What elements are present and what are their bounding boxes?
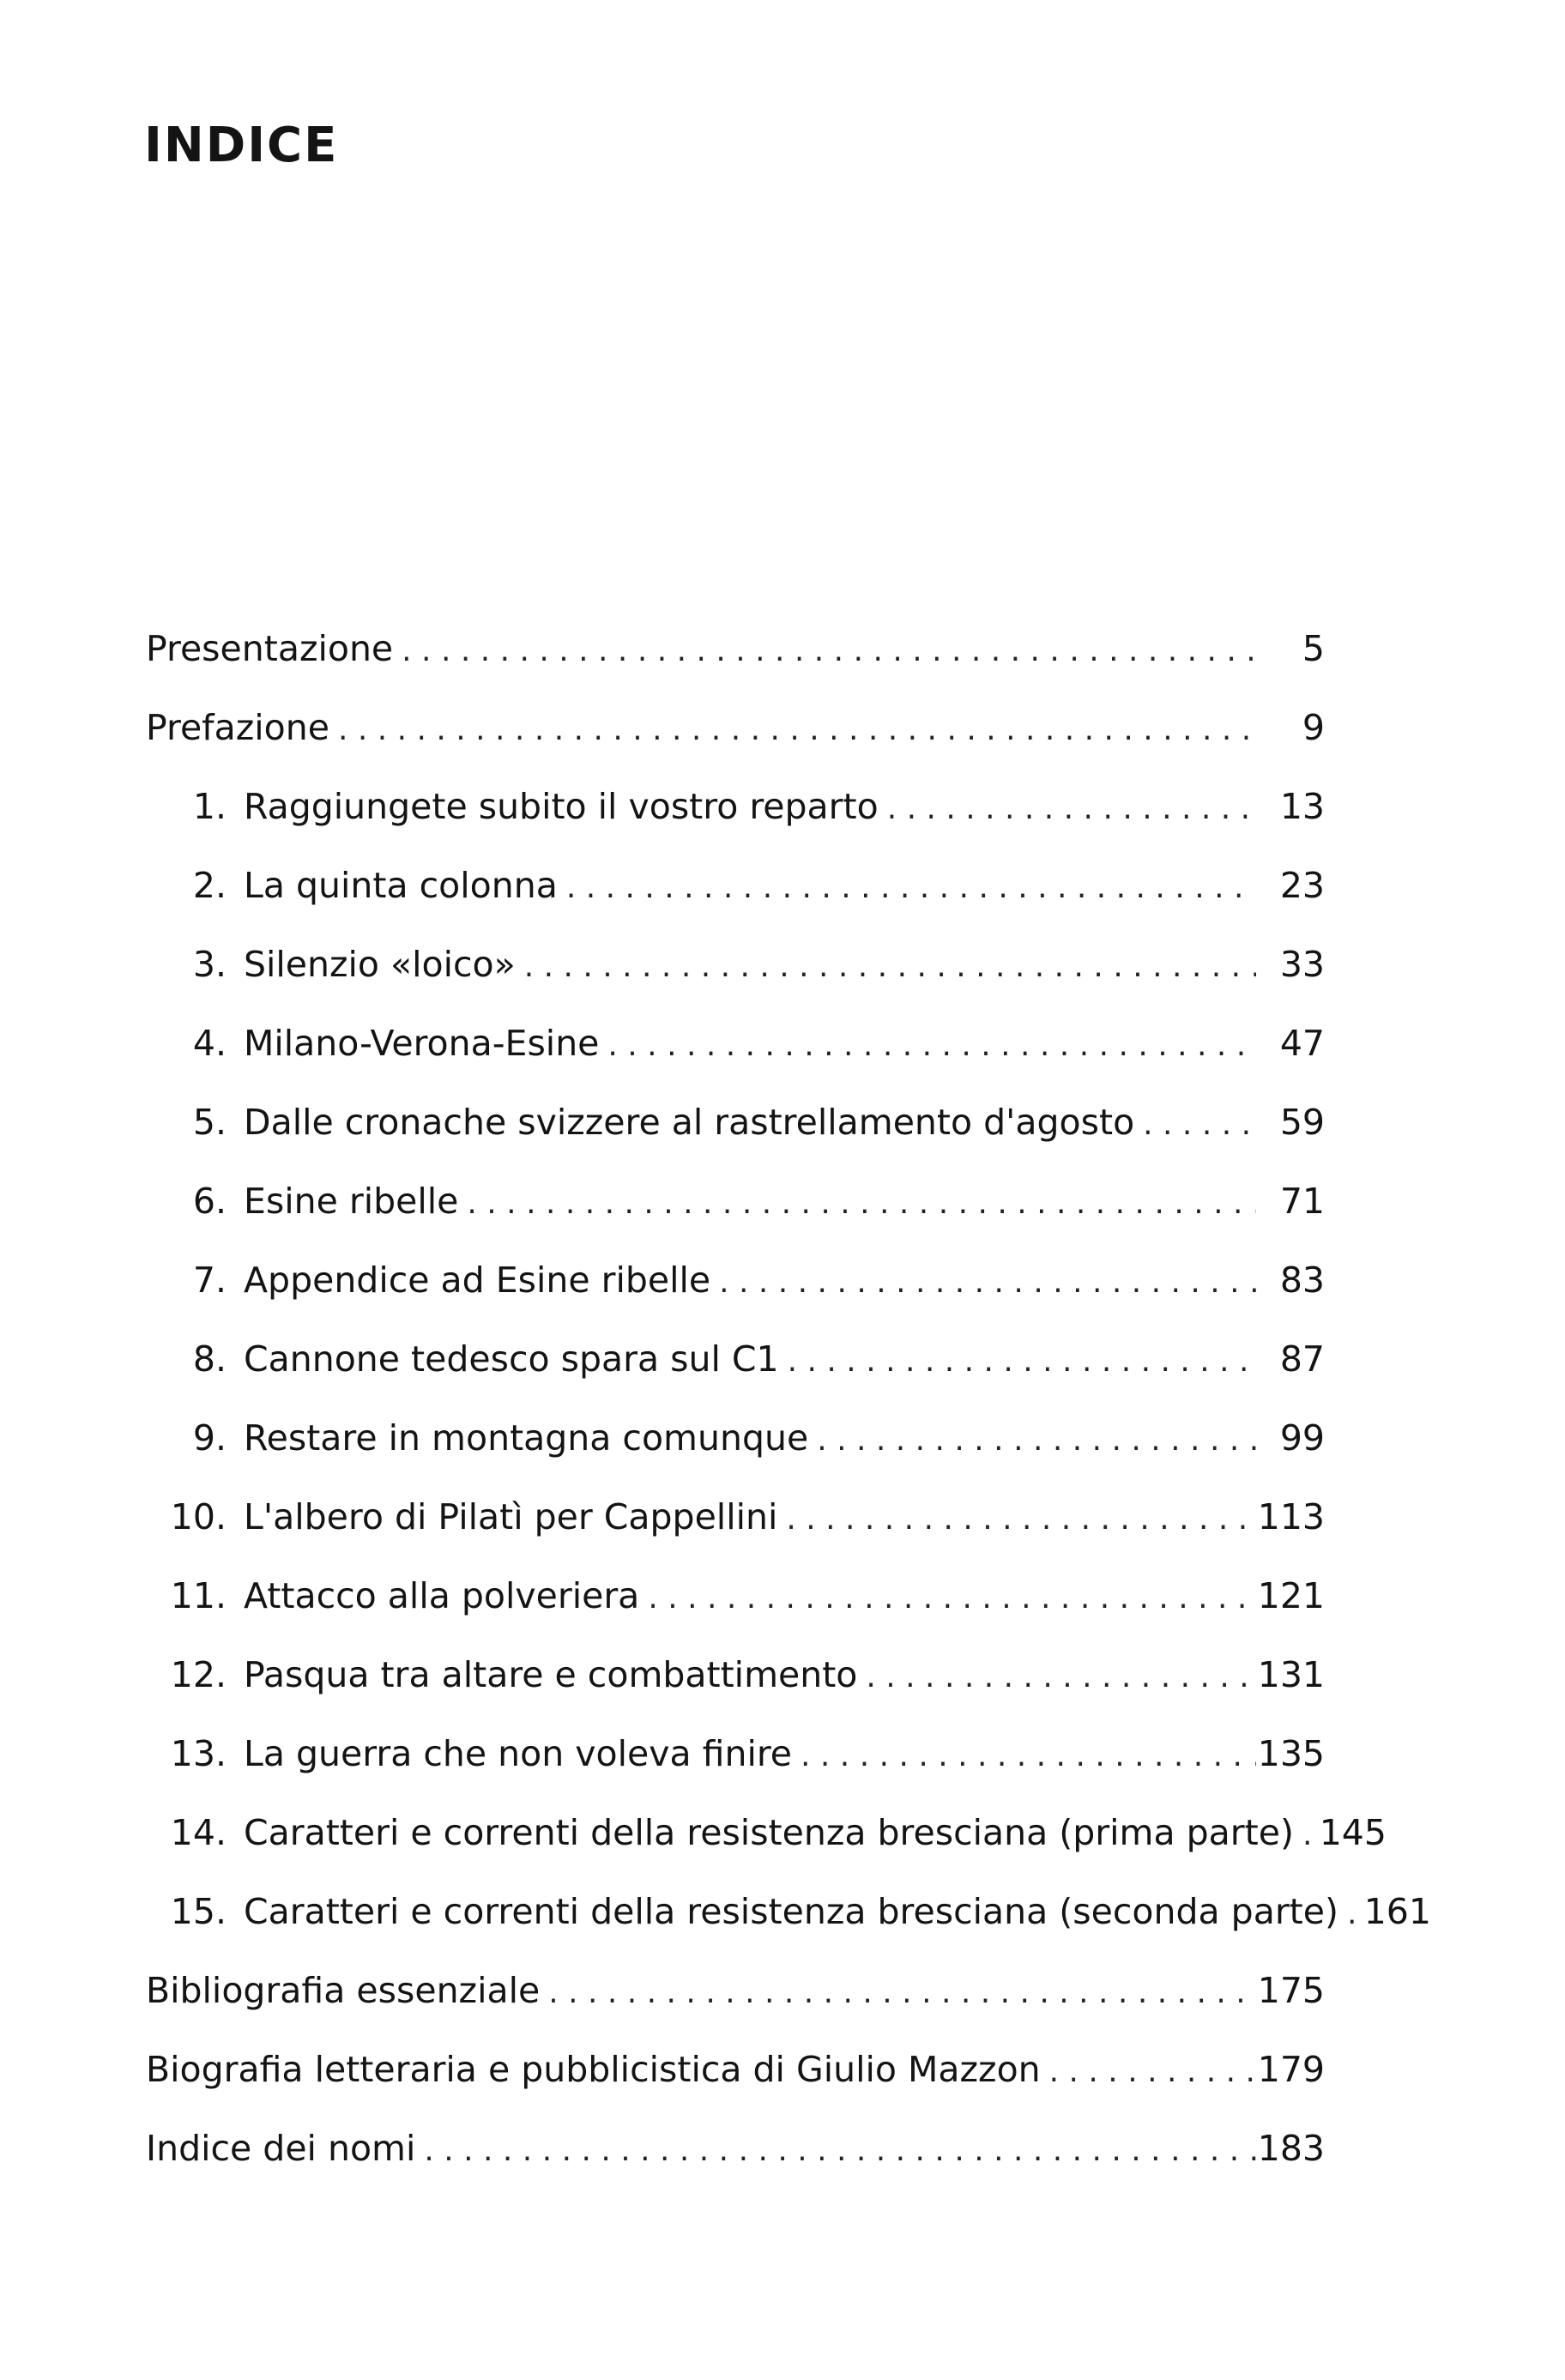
dot-leader bbox=[710, 1243, 1256, 1322]
chapter-number: 12. bbox=[170, 1654, 227, 1695]
toc-entry-chapter-2 bbox=[146, 846, 1325, 925]
toc-entry-chapter-14 bbox=[146, 1793, 1387, 1872]
chapter-number: 8. bbox=[192, 1338, 227, 1380]
dot-leader bbox=[777, 1480, 1256, 1559]
toc-page-number: 161 bbox=[1363, 1891, 1431, 1932]
toc-page-number: 33 bbox=[1279, 944, 1325, 985]
chapter-number: 4. bbox=[192, 1023, 227, 1064]
toc-entry-label: Cannone tedesco spara sul C1 bbox=[244, 1338, 779, 1380]
toc-entry-chapter-8 bbox=[146, 1320, 1325, 1398]
toc-entry-label: Indice dei nomi bbox=[146, 2128, 416, 2169]
toc-entry-chapter-3 bbox=[146, 925, 1325, 1004]
toc-entry-bibliografia bbox=[146, 1951, 1325, 2030]
toc-entry-label: Caratteri e correnti della resistenza bresciana (seconda parte) bbox=[244, 1891, 1338, 1932]
toc-entry-label: Raggiungete subito il vostro reparto bbox=[244, 786, 879, 827]
toc-entry-chapter-9 bbox=[146, 1398, 1325, 1477]
dot-leader bbox=[516, 927, 1256, 1006]
toc-entry-presentazione bbox=[146, 609, 1325, 688]
toc-page-number: 23 bbox=[1279, 865, 1325, 906]
toc-entry-prefazione bbox=[146, 688, 1325, 767]
toc-entry-label: Restare in montagna comunque bbox=[244, 1417, 809, 1459]
toc-page-number: 71 bbox=[1279, 1181, 1325, 1222]
chapter-number: 15. bbox=[170, 1891, 227, 1932]
chapter-number: 11. bbox=[170, 1575, 227, 1616]
dot-leader bbox=[393, 612, 1256, 691]
toc-entry-chapter-6 bbox=[146, 1162, 1325, 1241]
chapter-number: 6. bbox=[192, 1181, 227, 1222]
dot-leader bbox=[415, 2111, 1256, 2190]
toc-page-number: 113 bbox=[1257, 1496, 1325, 1537]
toc-page-number: 59 bbox=[1279, 1102, 1325, 1143]
dot-leader bbox=[792, 1717, 1256, 1796]
toc-page-number: 5 bbox=[1302, 628, 1325, 669]
toc-entry-chapter-4 bbox=[146, 1004, 1325, 1083]
toc-entry-label: Milano-Verona-Esine bbox=[244, 1023, 600, 1064]
chapter-number: 2. bbox=[192, 865, 227, 906]
dot-leader bbox=[879, 770, 1256, 849]
toc-page-number: 145 bbox=[1319, 1812, 1387, 1853]
toc-page-number: 135 bbox=[1257, 1733, 1325, 1774]
toc-entry-label: Bibliografia essenziale bbox=[146, 1970, 541, 2011]
toc-page-number: 183 bbox=[1257, 2128, 1325, 2169]
toc-page-number: 9 bbox=[1302, 707, 1325, 748]
toc-entry-label: Presentazione bbox=[146, 628, 394, 669]
chapter-number: 5. bbox=[192, 1102, 227, 1143]
dot-leader bbox=[1134, 1085, 1256, 1164]
chapter-number: 7. bbox=[192, 1259, 227, 1301]
toc-page-number: 179 bbox=[1257, 2049, 1325, 2090]
dot-leader bbox=[458, 1164, 1256, 1243]
chapter-number: 9. bbox=[192, 1417, 227, 1459]
dot-leader bbox=[558, 849, 1256, 927]
table-of-contents bbox=[146, 609, 1431, 2188]
toc-entry-label: La quinta colonna bbox=[244, 865, 558, 906]
chapter-number: 3. bbox=[192, 944, 227, 985]
page-title: INDICE bbox=[144, 118, 339, 173]
toc-entry-chapter-5 bbox=[146, 1083, 1325, 1162]
toc-entry-label: Silenzio «loico» bbox=[244, 944, 516, 985]
toc-page-number: 175 bbox=[1257, 1970, 1325, 2011]
toc-entry-chapter-1 bbox=[146, 767, 1325, 846]
toc-page-number: 99 bbox=[1279, 1417, 1325, 1459]
toc-entry-chapter-13 bbox=[146, 1714, 1325, 1793]
dot-leader bbox=[857, 1638, 1256, 1717]
toc-entry-label: La guerra che non voleva finire bbox=[244, 1733, 793, 1774]
dot-leader bbox=[599, 1006, 1256, 1085]
dot-leader bbox=[329, 691, 1256, 770]
toc-entry-label: Appendice ad Esine ribelle bbox=[244, 1259, 711, 1301]
toc-page-number: 131 bbox=[1257, 1654, 1325, 1695]
toc-entry-label: L'albero di Pilatì per Cappellini bbox=[244, 1496, 778, 1537]
toc-entry-label: Attacco alla polveriera bbox=[244, 1575, 640, 1616]
toc-entry-chapter-7 bbox=[146, 1241, 1325, 1320]
dot-leader bbox=[779, 1322, 1256, 1401]
toc-entry-label: Biografia letteraria e pubblicistica di Giulio Mazzon bbox=[146, 2049, 1041, 2090]
toc-entry-label: Esine ribelle bbox=[244, 1181, 459, 1222]
toc-entry-label: Prefazione bbox=[146, 707, 329, 748]
chapter-number: 13. bbox=[170, 1733, 227, 1774]
toc-page-number: 83 bbox=[1279, 1259, 1325, 1301]
toc-entry-label: Pasqua tra altare e combattimento bbox=[244, 1654, 858, 1695]
toc-entry-chapter-11 bbox=[146, 1556, 1325, 1635]
toc-page-number: 47 bbox=[1279, 1023, 1325, 1064]
chapter-number: 10. bbox=[170, 1496, 227, 1537]
toc-page-number: 87 bbox=[1279, 1338, 1325, 1380]
dot-leader bbox=[1041, 2033, 1256, 2111]
dot-leader bbox=[540, 1954, 1256, 2033]
chapter-number: 1. bbox=[192, 786, 227, 827]
chapter-number: 14. bbox=[170, 1812, 227, 1853]
dot-leader bbox=[639, 1559, 1256, 1638]
dot-leader bbox=[808, 1401, 1256, 1480]
toc-entry-chapter-10 bbox=[146, 1477, 1325, 1556]
dot-leader bbox=[1338, 1875, 1363, 1954]
dot-leader bbox=[1294, 1796, 1318, 1875]
toc-page-number: 13 bbox=[1279, 786, 1325, 827]
toc-page-number: 121 bbox=[1257, 1575, 1325, 1616]
toc-entry-label: Caratteri e correnti della resistenza bresciana (prima parte) bbox=[244, 1812, 1294, 1853]
toc-entry-label: Dalle cronache svizzere al rastrellamento d'agosto bbox=[244, 1102, 1135, 1143]
toc-entry-chapter-15 bbox=[146, 1872, 1431, 1951]
toc-entry-biografia bbox=[146, 2030, 1325, 2109]
toc-entry-indice-nomi bbox=[146, 2109, 1325, 2188]
toc-entry-chapter-12 bbox=[146, 1635, 1325, 1714]
